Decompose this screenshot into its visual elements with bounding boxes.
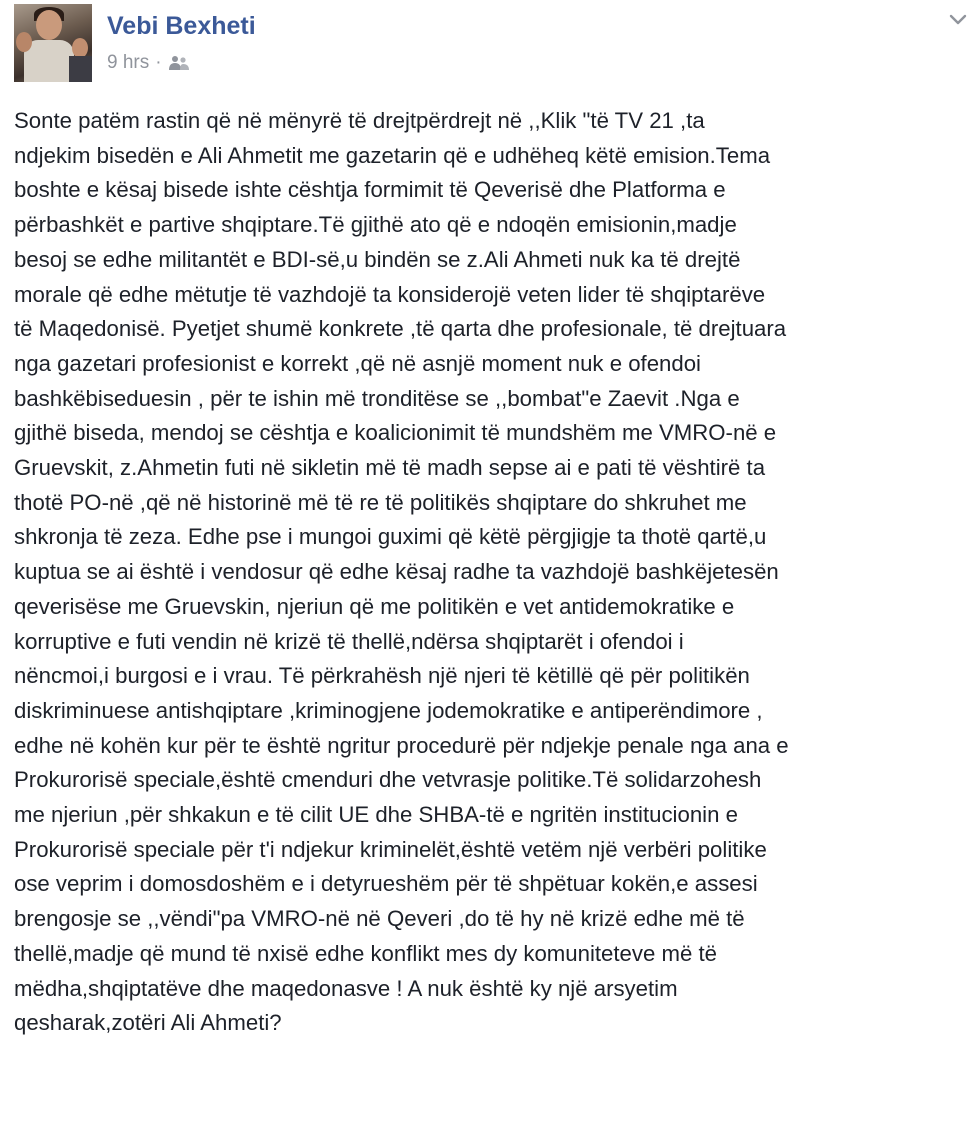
meta-separator: ·: [155, 52, 162, 73]
chevron-down-icon[interactable]: [947, 8, 969, 30]
post-meta: [107, 52, 190, 74]
friends-icon[interactable]: [168, 55, 190, 71]
author-name[interactable]: Vebi Bexheti: [107, 12, 256, 40]
post-body-text: Sonte patëm rastin që në mënyrë të drejtpërdrejt në ,,Klik "të TV 21 ,ta ndjekim bisedën e Ali Ahmetit me gazetarin që e udhëheq këtë emision.Tema boshte e kësaj bisede ishte cështja formimit të Qeverisë dhe Platforma e përbashkët e partive shqiptare.Të gjithë ato që e ndoqën emisionin,madje besoj se edhe militantët e BDI-së,u bindën se z.Ali Ahmeti nuk ka të drejtë morale që edhe mëtutje të vazhdojë ta konsiderojë veten lider të shqiptarëve të Maqedonisë. Pyetjet shumë konkrete ,të qarta dhe profesionale, të drejtuara nga gazetari profesionist e korrekt ,që në asnjë moment nuk e ofendoi bashkëbiseduesin , për te ishin më tronditëse se ,,bombat"e Zaevit .Nga e gjithë biseda, mendoj se cështja e koalicionimit të mundshëm me VMRO-në e Gruevskit, z.Ahmetin futi në sikletin më të madh sepse ai e pati të vështirë ta thotë PO-në ,që në historinë më të re të politikës shqiptare do shkruhet me shkronja të zeza. Edhe pse i mungoi guximi që këtë përgjigje ta thotë qartë,u kuptua se ai është i vendosur që edhe kësaj radhe ta vazhdojë bashkëjetesën qeverisëse me Gruevskin, njeriun që me politikën e vet antidemokratike e korruptive e futi vendin në krizë të thellë,ndërsa shqiptarët i ofendoi i nëncmoi,i burgosi e i vrau. Të përkrahësh një njeri të këtillë që për politikën diskriminuese antishqiptare ,kriminogjene jodemokratike e antiperëndimore , edhe në kohën kur për te është ngritur procedurë për ndjekje penale nga ana e Prokurorisë speciale,është cmenduri dhe vetvrasje politike.Të solidarzohesh me njeriun ,për shkakun e të cilit UE dhe SHBA-të e ngritën institucionin e Prokurorisë speciale për t'i ndjekur kriminelët,është vetëm një verbëri politike ose veprim i domosdoshëm e i detyrueshëm për të shpëtuar kokën,e assesi brengosje se ,,vëndi"pa VMRO-në në Qeveri ,do të hy në krizë edhe më të thellë,madje që mund të nxisë edhe konflikt mes dy komuniteteve më të mëdha,shqiptatëve dhe maqedonasve ! A nuk është ky një arsyetim qesharak,zotëri Ali Ahmeti?: [14, 108, 789, 1036]
post-header: [14, 4, 969, 82]
avatar[interactable]: [14, 4, 92, 82]
post-timestamp[interactable]: 9 hrs: [107, 52, 150, 73]
